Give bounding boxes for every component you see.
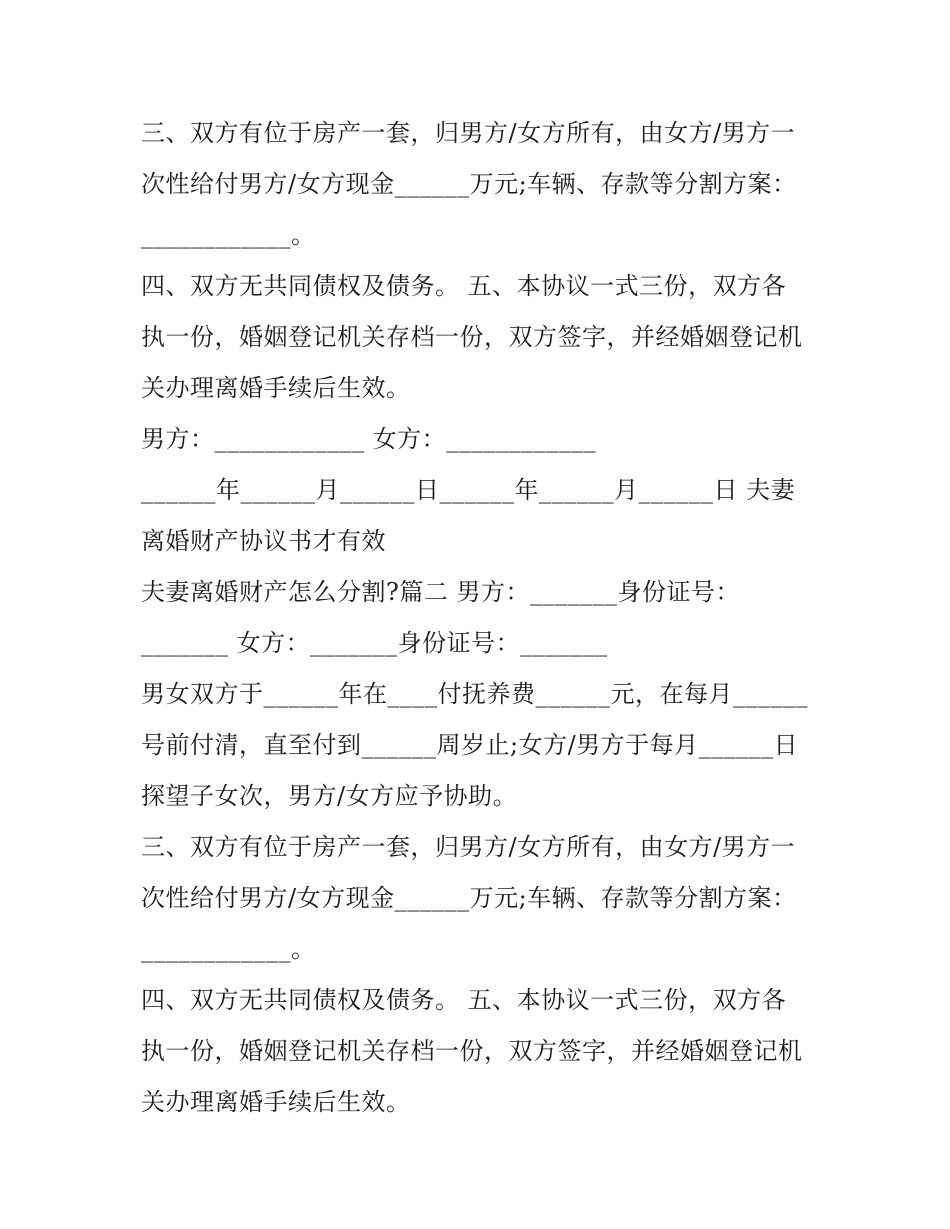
title-line: 离婚财产协议书才有效 (141, 527, 386, 555)
clause-4-5-line-1: 四、双方无共同债权及债务。 五、本协议一式三份，双方各 (141, 272, 787, 300)
section-2-heading-line: 夫妻离婚财产怎么分割?篇二 男方：_______身份证号： (141, 578, 740, 606)
clause-3-repeat-line-3: ____________。 (141, 935, 316, 963)
clause-4-5-line-2: 执一份，婚姻登记机关存档一份，双方签字，并经婚姻登记机 (141, 323, 803, 351)
support-line-1: 男女双方于______年在____付抚养费______元，在每月______ (141, 680, 808, 708)
clause-3-line-3: ____________。 (141, 221, 316, 249)
clause-3-repeat-line-2: 次性给付男方/女方现金______万元;车辆、存款等分割方案： (141, 884, 797, 912)
clause-3-repeat-line-1: 三、双方有位于房产一套，归男方/女方所有，由女方/男方一 (141, 833, 796, 861)
document-page (141, 108, 821, 1128)
date-line: ______年______月______日______年______月______日 夫妻 (141, 476, 796, 504)
clause-4-5-line-3: 关办理离婚手续后生效。 (141, 374, 411, 402)
clause-4-5-repeat-line-3: 关办理离婚手续后生效。 (141, 1088, 411, 1116)
clause-4-5-repeat-line-2: 执一份，婚姻登记机关存档一份，双方签字，并经婚姻登记机 (141, 1037, 803, 1065)
id-number-line: _______ 女方：_______身份证号：_______ (141, 629, 608, 657)
clause-3-line-2: 次性给付男方/女方现金______万元;车辆、存款等分割方案： (141, 170, 797, 198)
signature-line: 男方：____________ 女方：____________ (141, 425, 597, 453)
support-line-2: 号前付清，直至付到______周岁止;女方/男方于每月______日 (141, 731, 799, 759)
support-line-3: 探望子女次，男方/女方应予协助。 (141, 782, 518, 810)
clause-3-line-1: 三、双方有位于房产一套，归男方/女方所有，由女方/男方一 (141, 119, 796, 147)
clause-4-5-repeat-line-1: 四、双方无共同债权及债务。 五、本协议一式三份，双方各 (141, 986, 787, 1014)
